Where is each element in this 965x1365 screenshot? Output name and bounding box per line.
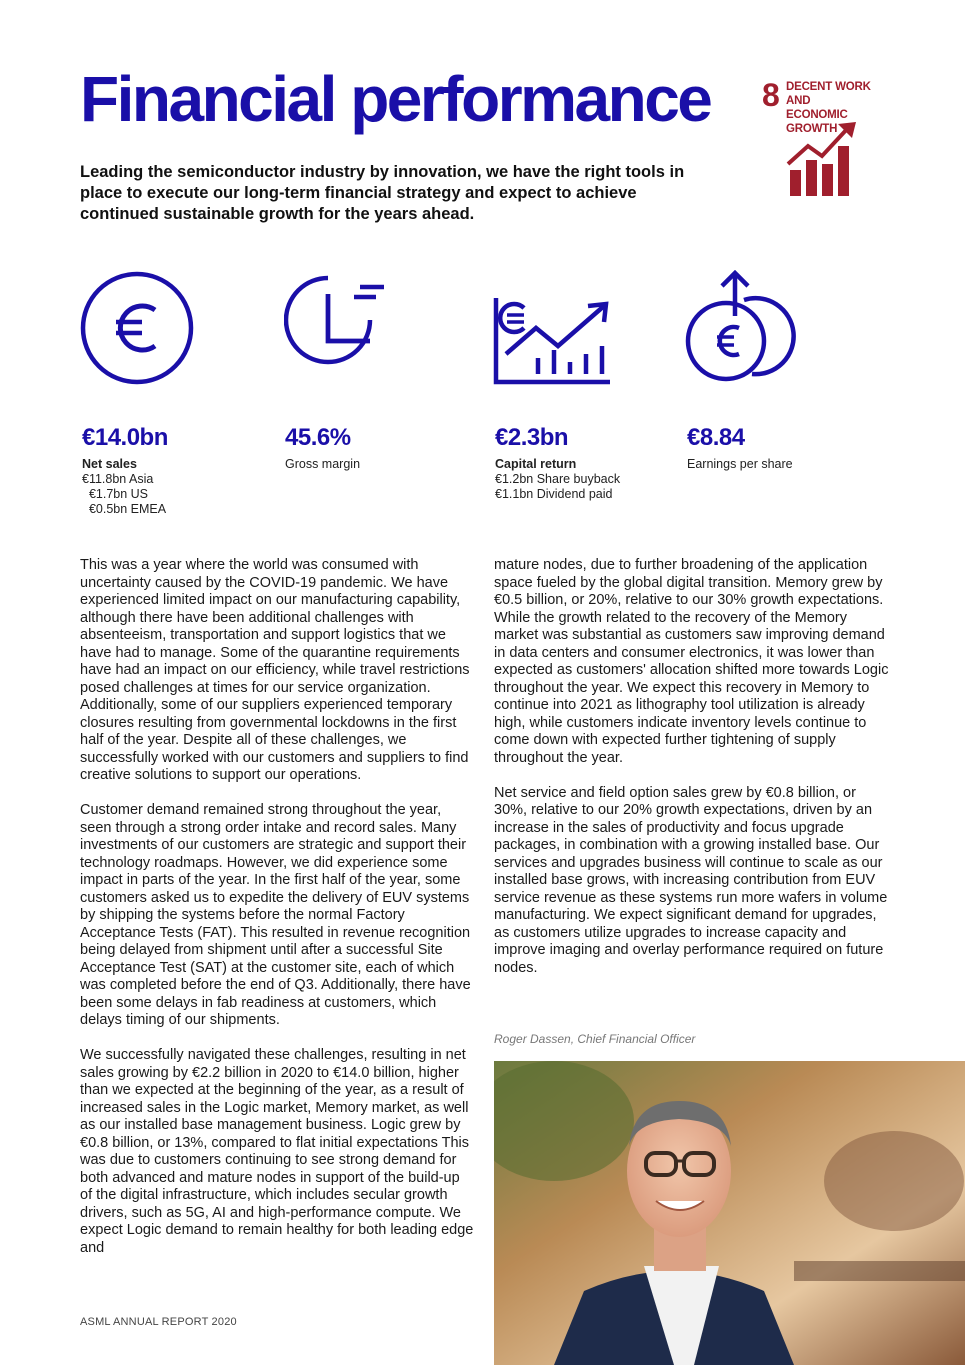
left-column <box>80 557 474 1275</box>
page-title: Financial performance <box>80 63 711 135</box>
kpi-detail: €1.7bn US <box>82 486 149 501</box>
kpi-label: Net sales <box>82 457 137 471</box>
kpi-gross-margin <box>285 424 485 472</box>
paragraph: Customer demand remained strong throughout the year, seen through a strong order intake and record sales. Many investments of our customers are strategic and support their technology roadmaps. However, we did experience some impact in parts of the year. In the first half of the year, some customers asked us to expedite the delivery of EUV systems by shipping the systems before the normal Factory Acceptance Tests (FAT). This resulted in revenue recognition being delayed from shipment until after a successful Site Acceptance Test (SAT) at the customer site, each of which was completed before the end of Q3. Additionally, there have been some delays in fab readiness at customers, which delays timing of our shipments. <box>80 802 471 1028</box>
kpi-label: Gross margin <box>285 457 361 471</box>
kpi-capital-return <box>495 424 695 502</box>
paragraph: Net service and field option sales grew by €0.8 billion, or 30%, relative to our 20% growth expectations, driven by an increase in the sales of productivity and focus upgrade packages, in combination with a growing installed base. Our services and upgrades business will continue to scale as our installed base grows, with increasing contribution from EUV service revenue as these systems run more wafers in volume manufacturing. We expect significant demand for upgrades, as customers utilize upgrades to increase capacity and improve imaging and overlay performance required on future nodes. <box>494 784 888 976</box>
paragraph: mature nodes, due to further broadening of the application space fueled by the global digital transition. Memory grew by €0.5 billion, or 20%, relative to our 30% growth expectations. While the growth related to the recovery of the Memory market was substantial as customers saw improving demand in data centers and consumer electronics, it was lower than expected as customers' allocation shifted more towards Logic throughout the year. We expect this recovery in Memory to continue into 2021 as lithography tool utilization is already high, while customers indicate inventory levels continue to come down with expected further tightening of supply throughout the year. <box>494 557 889 766</box>
sdg-badge <box>762 78 892 208</box>
paragraph: This was a year where the world was consumed with uncertainty caused by the COVID-19 pandemic. We have experienced limited impact on our manufacturing capability, although there have been additional challenges with absenteeism, transportation and support logistics that we have had to manage. Some of the quarantine requirements have had an impact on our efficiency, while travel restrictions posed challenges at times for our service organization. Additionally, some of our suppliers experienced temporary closures resulting from governmental lockdowns in the first half of the year. Despite all of these challenges, we successfully worked with our customers and suppliers to find creative solutions to support our operations. <box>80 557 470 783</box>
sdg-label: DECENT WORK AND ECONOMIC GROWTH <box>786 81 871 135</box>
kpi-detail: €1.1bn Dividend paid <box>495 486 613 501</box>
paragraph: We successfully navigated these challenges, resulting in net sales growing by €2.2 billion in 2020 to €14.0 billion, higher than we expected at the beginning of the year, as a result of increased sales in the Logic market, Memory market, as well as our installed base management business. Logic grew by €0.8 billion, or 13%, compared to flat initial expectations This was due to customers continuing to see strong demand for both advanced and mature nodes in support of the build-up of the digital infrastructure, which includes secular growth drivers, such as 5G, AI and high-performance compute. We expect Logic demand to remain healthy for both leading edge and <box>80 1047 474 1256</box>
kpi-value: 45.6% <box>285 424 351 451</box>
kpi-label: Earnings per share <box>687 457 793 471</box>
growth-bars-icon <box>786 122 858 198</box>
page-footer: ASML ANNUAL REPORT 2020 <box>80 1316 237 1328</box>
kpi-value: €14.0bn <box>82 424 168 451</box>
kpi-value: €2.3bn <box>495 424 569 451</box>
cfo-portrait-photo <box>494 1061 965 1365</box>
pie-chart-icon <box>286 278 384 362</box>
kpi-label: Capital return <box>495 457 577 471</box>
growth-chart-icon <box>492 270 616 388</box>
earnings-coins-icon <box>684 270 808 388</box>
kpi-value: €8.84 <box>687 424 745 451</box>
kpi-earnings-per-share <box>687 424 887 472</box>
photo-caption: Roger Dassen, Chief Financial Officer <box>494 1032 696 1046</box>
kpi-detail: €1.2bn Share buyback <box>495 472 621 486</box>
right-column <box>494 557 890 995</box>
euro-circle-icon <box>80 270 198 388</box>
kpi-detail: €11.8bn Asia <box>82 472 154 486</box>
kpi-detail: €0.5bn EMEA <box>82 501 167 516</box>
intro-paragraph: Leading the semiconductor industry by innovation, we have the right tools in place to execute our long-term financial strategy and expect to achieve continued sustainable growth for the years ahead. <box>80 163 685 223</box>
sdg-number: 8 <box>762 77 780 113</box>
kpi-net-sales <box>82 424 282 516</box>
